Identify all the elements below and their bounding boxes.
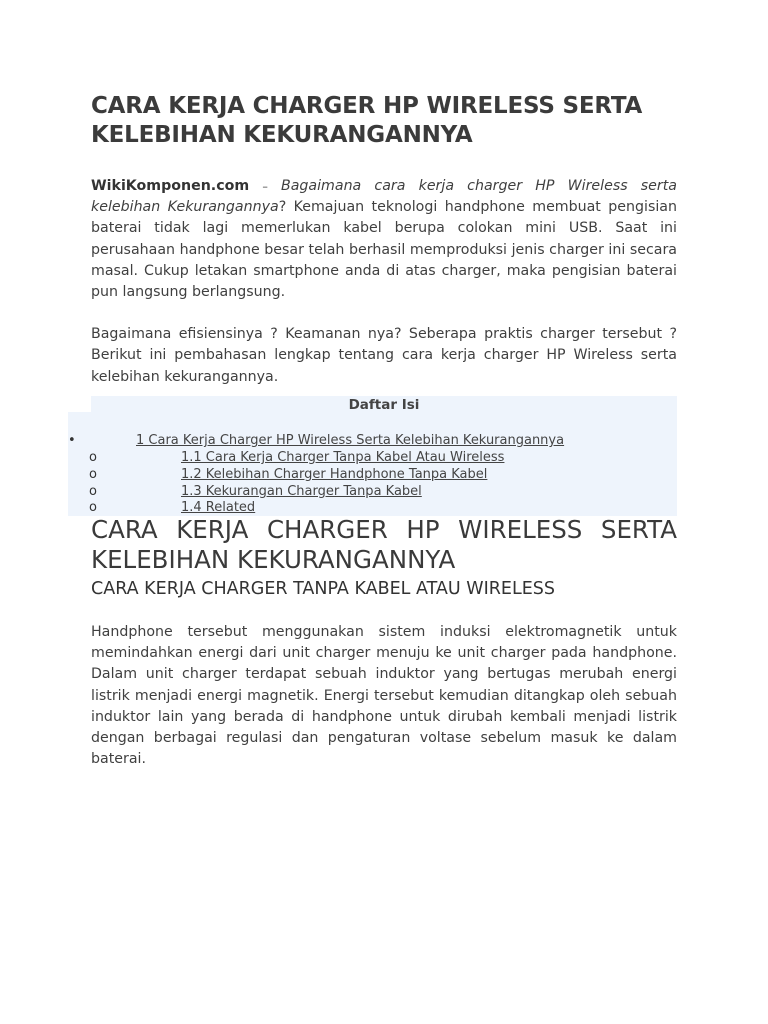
paragraph-two: Bagaimana efisiensinya ? Keamanan nya? Seberapa praktis charger tersebut ? Berikut ini pembahasan lengkap tentang cara kerja charger HP Wireless serta kelebihan kekurangannya.: [91, 326, 677, 385]
intro-rest: ? Kemajuan teknologi handphone membuat pengisian baterai tidak lagi memerlukan kabel berupa colokan mini USB. Saat ini perusahaan handphone besar telah berhasil memproduksi jenis charger ini secara masal. Cukup letakan smartphone anda di atas charger, maka pengisian baterai pun langsung berlangsung.: [91, 199, 677, 301]
toc-item-1-3[interactable]: [181, 483, 422, 500]
paragraph-three: Handphone tersebut menggunakan sistem induksi elektromagnetik untuk memindahkan energi dari unit charger menuju ke unit charger pada handphone. Dalam unit charger terdapat sebuah induktor yang bertugas merubah energi listrik menjadi energi magnetik. Energi tersebut kemudian ditangkap oleh sebuah induktor lain yang berada di handphone untuk dirubah kembali menjadi listrik dengan berbagai regulasi dan pengaturan voltase sebelum masuk ke dalam baterai.: [91, 624, 677, 768]
toc-bullet-main: •: [68, 433, 76, 448]
toc-link[interactable]: 1 Cara Kerja Charger HP Wireless Serta Kelebihan Kekurangannya: [136, 433, 565, 448]
toc-item-1-4[interactable]: [181, 499, 255, 516]
toc-link[interactable]: 1.2 Kelebihan Charger Handphone Tanpa Kabel: [181, 467, 488, 482]
toc-bullet-sub: o: [89, 500, 97, 515]
toc-title: Daftar Isi: [348, 397, 420, 413]
subsection-heading: CARA KERJA CHARGER TANPA KABEL ATAU WIRELESS: [91, 579, 555, 599]
toc-link[interactable]: 1.3 Kekurangan Charger Tanpa Kabel: [181, 484, 422, 499]
intro-paragraph: [91, 176, 677, 303]
intro-lead: Bagaimana cara kerja charger HP Wireless serta kelebihan Kekurangannya: [91, 178, 677, 216]
toc-item-1-1[interactable]: [181, 449, 504, 466]
section-heading: [91, 515, 677, 575]
section-body: [91, 622, 677, 770]
section-heading-line-1: CARA KERJA CHARGER HP WIRELESS SERTA: [91, 515, 677, 544]
site-name: WikiKomponen.com: [91, 178, 250, 194]
toc-bullet-sub: o: [89, 484, 97, 499]
toc-item-1-2[interactable]: [181, 466, 487, 483]
toc-item-1[interactable]: [136, 432, 564, 449]
toc-link[interactable]: 1.1 Cara Kerja Charger Tanpa Kabel Atau Wireless: [181, 450, 505, 465]
toc-corner: [68, 396, 91, 412]
intro-dash: –: [262, 180, 268, 193]
toc-bullet-sub: o: [89, 467, 97, 482]
toc-link[interactable]: 1.4 Related: [181, 500, 256, 515]
toc-bullet-sub: o: [89, 450, 97, 465]
document-page: [91, 92, 677, 388]
section-heading-line-2: KELEBIHAN KEKURANGANNYA: [91, 545, 456, 574]
document-title: CARA KERJA CHARGER HP WIRELESS SERTA KELEBIHAN KEKURANGANNYA: [91, 93, 643, 148]
